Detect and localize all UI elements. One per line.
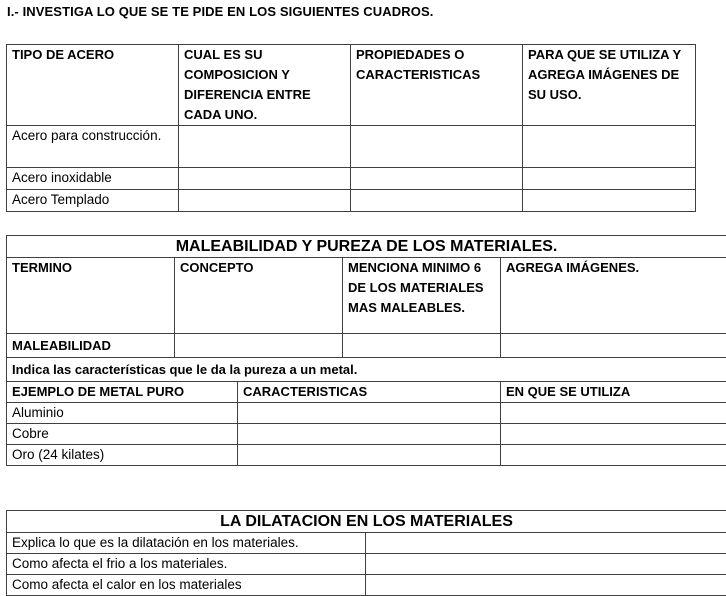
metal-header-row [7,382,726,403]
header-caracteristicas: CARACTERISTICAS [238,382,501,403]
header-imagenes: AGREGA IMÁGENES. [501,258,726,334]
table-row [7,403,726,424]
row-label: Cobre [7,424,238,445]
row-label: Acero para construcción. [7,126,179,168]
row-label: Oro (24 kilates) [7,445,238,466]
answer-cell[interactable] [351,126,523,168]
table-row [7,424,726,445]
table-row [7,334,726,358]
answer-cell[interactable] [523,126,696,168]
answer-cell[interactable] [501,424,726,445]
header-materiales-maleables: MENCIONA MINIMO 6 DE LOS MATERIALES MAS MALEABLES. [343,258,501,334]
answer-cell[interactable] [179,168,351,190]
answer-cell[interactable] [501,403,726,424]
answer-cell[interactable] [238,403,501,424]
table-title: LA DILATACION EN LOS MATERIALES [7,511,726,533]
header-tipo-acero: TIPO DE ACERO [7,45,179,126]
answer-cell[interactable] [179,190,351,212]
row-label: Como afecta el calor en los materiales [7,575,366,596]
table-header-row [7,258,726,334]
malleability-purity-table [6,235,726,466]
answer-cell[interactable] [238,445,501,466]
answer-cell[interactable] [366,533,726,554]
answer-cell[interactable] [351,190,523,212]
answer-cell[interactable] [238,424,501,445]
header-termino: TERMINO [7,258,175,334]
dilatation-table [6,510,726,596]
steel-types-table [6,44,696,212]
row-label: Explica lo que es la dilatación en los materiales. [7,533,366,554]
answer-cell[interactable] [523,190,696,212]
answer-cell[interactable] [179,126,351,168]
header-metal-puro: EJEMPLO DE METAL PURO [7,382,238,403]
answer-cell[interactable] [351,168,523,190]
table-row [7,190,696,212]
worksheet-heading: I.- INVESTIGA LO QUE SE TE PIDE EN LOS SIGUIENTES CUADROS. [7,4,433,19]
table-row [7,168,696,190]
answer-cell[interactable] [175,334,343,358]
answer-cell[interactable] [501,445,726,466]
answer-cell[interactable] [366,554,726,575]
table-row [7,126,696,168]
row-label: Acero inoxidable [7,168,179,190]
answer-cell[interactable] [501,334,726,358]
table-row [7,575,726,596]
header-concepto: CONCEPTO [175,258,343,334]
row-label-maleabilidad: MALEABILIDAD [7,334,175,358]
purity-instruction: Indica las características que le da la pureza a un metal. [7,358,726,382]
answer-cell[interactable] [366,575,726,596]
header-uso: PARA QUE SE UTILIZA Y AGREGA IMÁGENES DE SU USO. [523,45,696,126]
header-propiedades: PROPIEDADES O CARACTERISTICAS [351,45,523,126]
answer-cell[interactable] [343,334,501,358]
header-en-que-se-utiliza: EN QUE SE UTILIZA [501,382,726,403]
row-label: Como afecta el frio a los materiales. [7,554,366,575]
table-title: MALEABILIDAD Y PUREZA DE LOS MATERIALES. [7,236,726,258]
table-header-row [7,45,696,126]
row-label: Acero Templado [7,190,179,212]
table-row [7,533,726,554]
header-composicion: CUAL ES SU COMPOSICION Y DIFERENCIA ENTRE CADA UNO. [179,45,351,126]
table-row [7,445,726,466]
row-label: Aluminio [7,403,238,424]
table-row [7,554,726,575]
answer-cell[interactable] [523,168,696,190]
